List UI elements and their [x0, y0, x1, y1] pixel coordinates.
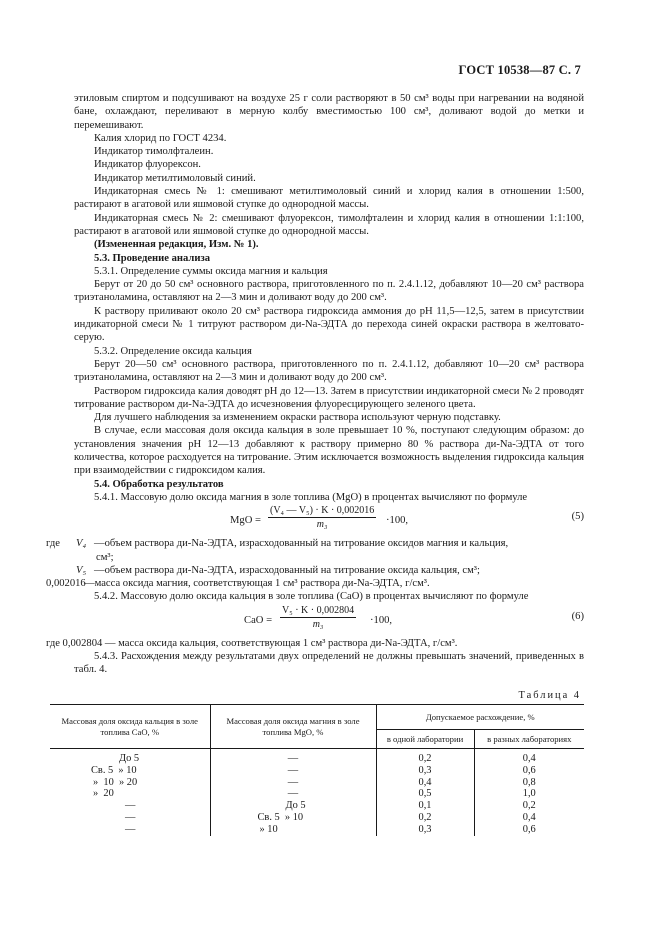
definition-text: —масса оксида магния, соответствующая 1 см³ раствора ди-Na-ЭДТА, г/см³. [84, 578, 430, 590]
definition-text: —объем раствора ди-Na-ЭДТА, израсходованный на титрование оксида кальция, см³; [94, 564, 480, 576]
formula-tail: ·100, [386, 515, 409, 527]
formula-number: (6) [571, 610, 584, 622]
paragraph: В случае, если массовая доля оксида кальция в золе превышает 10 %, поступают следующим образом: до установления значения рН 12—13 добавляют к раствору примерно 80 % раствора ди-Na-ЭДТА от того количества, которое расходуется на титрование. Этим исключается возможность выделения гидроксида кальция при взаимодействии с гидроксидом калия. [74, 425, 584, 477]
table-row [50, 777, 584, 789]
cell-diff-labs: 0,6 [474, 765, 584, 777]
cell-one-lab: 0,5 [376, 788, 474, 800]
formula-fraction [268, 505, 376, 531]
table-row [50, 800, 584, 812]
page-header: ГОСТ 10538—87 С. 7 [458, 63, 581, 77]
amendment-note: (Измененная редакция, Изм. № 1). [94, 239, 259, 251]
definition-row [74, 551, 584, 564]
cell-diff-labs: 0,8 [474, 777, 584, 789]
formula-tail: ·100, [370, 614, 393, 626]
paragraph: 5.4.3. Расхождения между результатами двух определений не должны превышать значений, приведенных в табл. 4. [74, 650, 584, 676]
cell-mgo: — [210, 765, 376, 777]
cell-one-lab: 0,3 [376, 765, 474, 777]
definition-text: см³; [96, 551, 114, 563]
definition-row [46, 537, 584, 550]
col-header-cao: Массовая доля оксида кальция в золе топлива CaO, % [50, 705, 210, 749]
cell-mgo [210, 812, 376, 824]
formula-denominator: m₃ [312, 618, 324, 630]
paragraph: 5.4.1. Массовую долю оксида магния в золе топлива (MgO) в процентах вычисляют по формуле [94, 491, 528, 503]
cell-mgo: — [210, 788, 376, 800]
paragraph: Индикатор флуорексон. [94, 159, 201, 171]
formula-numerator: (V₄ — V₅) · K · 0,002016 [270, 505, 375, 517]
cell-text: Св. 5 » 10 [91, 764, 137, 776]
col-header-mgo: Массовая доля оксида магния в золе топлива MgO, % [210, 705, 376, 749]
symbol: 0,002016 [46, 578, 86, 590]
cell-mgo: — [210, 777, 376, 789]
subsection-heading: 5.3.1. Определение суммы оксида магния и кальция [94, 265, 328, 277]
paragraph: этиловым спиртом и подсушивают на воздухе 25 г соли растворяют в 50 см³ воды при нагревании на водяной бане, охлаждают, переливают в мерную колбу вместимостью 100 см³, доливают водой до метки и перемешивают. [74, 93, 584, 131]
paragraph: Индикатор тимолфталеин. [94, 146, 214, 158]
cell-one-lab: 0,1 [376, 800, 474, 812]
cell-one-lab: 0,4 [376, 777, 474, 789]
cell-text: » 20 [93, 788, 114, 800]
cell-mgo [210, 800, 376, 812]
where-label: где [46, 538, 60, 550]
tolerance-table [50, 704, 584, 836]
cell-diff-labs: 0,6 [474, 824, 584, 836]
subsection-heading: 5.3.2. Определение оксида кальция [94, 345, 252, 357]
paragraph: Берут от 20 до 50 см³ основного раствора, приготовленного по п. 2.4.1.12, добавляют 10—20 см³ раствора триэтаноламина, оставляют на 2—3 мин и доливают воду до 200 см³. [74, 279, 584, 304]
cell-text: — [125, 800, 136, 812]
cell-one-lab: 0,3 [376, 824, 474, 836]
cell-cao [50, 812, 210, 824]
table-row [50, 765, 584, 777]
cell-cao [50, 788, 210, 800]
col-header-group: Допускаемое расхождение, % [376, 705, 584, 730]
cell-text: » 10 [259, 823, 278, 835]
cell-text: До 5 [285, 800, 306, 812]
cell-diff-labs: 0,4 [474, 749, 584, 765]
cell-cao [50, 800, 210, 812]
paragraph: Раствором гидроксида калия доводят рН до 12—13. Затем в присутствии индикаторной смеси № 2 проводят титрование раствором ди-Na-ЭДТА до исчезновения флуоресцирующего зеленого цвета. [74, 385, 584, 410]
symbol: V₅ [76, 564, 87, 576]
formula-lhs: CaO = [244, 614, 273, 626]
formula-mgo [74, 505, 584, 535]
cell-one-lab: 0,2 [376, 812, 474, 824]
paragraph: Калия хлорид по ГОСТ 4234. [94, 132, 227, 144]
cell-cao [50, 749, 210, 765]
formula-fraction [280, 605, 356, 631]
cell-mgo: — [210, 749, 376, 765]
paragraph: Индикатор метилтимоловый синий. [94, 172, 256, 184]
cell-text: — [125, 811, 136, 823]
table-row [50, 812, 584, 824]
formula-numerator: V₅ · K · 0,002804 [282, 604, 355, 616]
section-heading: 5.4. Обработка результатов [94, 478, 224, 490]
cell-diff-labs: 0,2 [474, 800, 584, 812]
symbol: V₄ [76, 538, 87, 550]
paragraph: К раствору приливают около 20 см³ раствора гидроксида аммония до рН 11,5—12,5, затем в присутствии индикаторной смеси № 1 титруют раствором ди-Na-ЭДТА до перехода синей окраски раствора в желтовато-серую. [74, 305, 584, 344]
paragraph: Берут 20—50 см³ основного раствора, приготовленного по п. 2.4.1.12, добавляют 10—20 см³ раствора триэтаноламина, оставляют на 2—3 мин и доливают воду до 200 см³. [74, 358, 584, 384]
col-header-one-lab: в одной лаборатории [376, 730, 474, 749]
table-row [50, 788, 584, 800]
body-text [46, 92, 584, 677]
cell-cao [50, 777, 210, 789]
formula-denominator: m₃ [316, 519, 328, 531]
definition-text: —объем раствора ди-Na-ЭДТА, израсходованный на титрование оксидов магния и кальция, [94, 538, 509, 550]
definition-row [74, 564, 584, 577]
cell-text: До 5 [119, 753, 140, 764]
table-row [50, 824, 584, 836]
table-caption: Таблица 4 [518, 690, 581, 701]
cell-cao [50, 824, 210, 836]
cell-one-lab: 0,2 [376, 749, 474, 765]
section-heading: 5.3. Проведение анализа [94, 252, 210, 264]
cell-text: » 10 » 20 [93, 776, 138, 788]
paragraph: Для лучшего наблюдения за изменением окраски раствора используют черную подставку. [94, 412, 501, 424]
paragraph: 5.4.2. Массовую долю оксида кальция в золе топлива (CaO) в процентах вычисляют по формуле [94, 591, 529, 603]
paragraph: Индикаторная смесь № 2: смешивают флуорексон, тимолфталеин и хлорид калия в отношении 1:1:100, растирают в агатовой или яшмовой ступке до однородной массы. [74, 212, 584, 237]
cell-cao [50, 765, 210, 777]
cell-text: Св. 5 » 10 [257, 811, 304, 823]
paragraph: где 0,002804 — масса оксида кальция, соответствующая 1 см³ раствора ди-Na-ЭДТА, г/см³. [46, 637, 458, 649]
formula-cao [74, 605, 584, 635]
formula-lhs: MgO = [230, 515, 261, 527]
col-header-diff-labs: в разных лабораториях [474, 730, 584, 749]
cell-mgo [210, 824, 376, 836]
formula-number: (5) [571, 511, 584, 523]
cell-text: — [125, 823, 136, 835]
definition-row [46, 577, 584, 590]
paragraph: Индикаторная смесь № 1: смешивают метилтимоловый синий и хлорид калия в отношении 1:500, растирают в агатовой или яшмовой ступке до однородной массы. [74, 186, 584, 211]
cell-diff-labs: 0,4 [474, 812, 584, 824]
cell-diff-labs: 1,0 [474, 788, 584, 800]
table-row [50, 749, 584, 765]
